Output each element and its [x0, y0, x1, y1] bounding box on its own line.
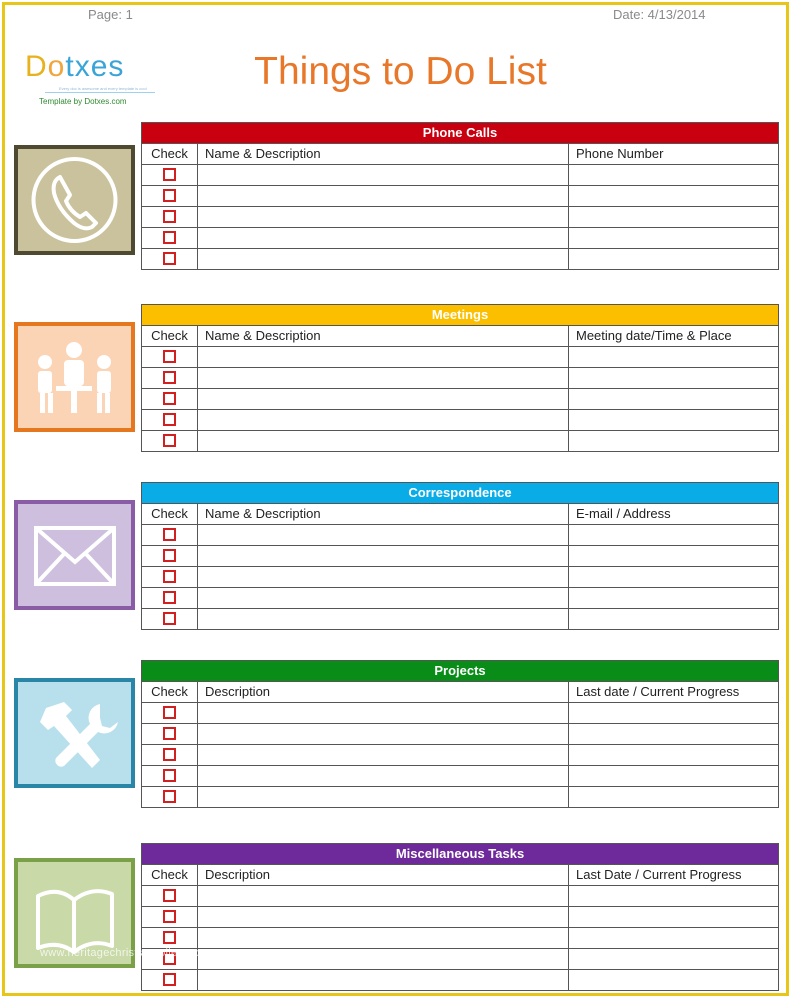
section-title: Correspondence: [142, 483, 778, 504]
detail-cell[interactable]: [569, 787, 778, 807]
table-row: [142, 949, 778, 970]
column-header-row: [142, 144, 778, 165]
checkbox[interactable]: [163, 910, 176, 923]
description-cell[interactable]: [198, 347, 569, 367]
detail-cell[interactable]: [569, 347, 778, 367]
table-row: [142, 724, 778, 745]
checkbox[interactable]: [163, 570, 176, 583]
table-row: [142, 766, 778, 787]
column-header-row: [142, 326, 778, 347]
table-row: [142, 703, 778, 724]
check-cell: [142, 787, 198, 807]
table-row: [142, 228, 778, 249]
description-cell[interactable]: [198, 165, 569, 185]
table-row: [142, 410, 778, 431]
detail-cell[interactable]: [569, 389, 778, 409]
section-title: Miscellaneous Tasks: [142, 844, 778, 865]
check-cell: [142, 249, 198, 269]
column-header: Check: [142, 865, 198, 885]
section-title: Projects: [142, 661, 778, 682]
phone-icon: [18, 149, 131, 251]
description-cell[interactable]: [198, 928, 569, 948]
table-row: [142, 567, 778, 588]
table-row: [142, 347, 778, 368]
table-row: [142, 207, 778, 228]
checkbox[interactable]: [163, 706, 176, 719]
table-row: [142, 907, 778, 928]
checkbox[interactable]: [163, 612, 176, 625]
detail-cell[interactable]: [569, 766, 778, 786]
detail-cell[interactable]: [569, 431, 778, 451]
table-row: [142, 886, 778, 907]
column-header: Check: [142, 144, 198, 164]
check-cell: [142, 766, 198, 786]
detail-cell[interactable]: [569, 609, 778, 629]
checkbox[interactable]: [163, 727, 176, 740]
description-cell[interactable]: [198, 703, 569, 723]
check-cell: [142, 410, 198, 430]
table-row: [142, 970, 778, 990]
check-cell: [142, 703, 198, 723]
column-header: Name & Description: [198, 326, 569, 346]
table-row: [142, 588, 778, 609]
checkbox[interactable]: [163, 413, 176, 426]
checkbox[interactable]: [163, 434, 176, 447]
column-header: Name & Description: [198, 504, 569, 524]
table-row: [142, 525, 778, 546]
checkbox[interactable]: [163, 392, 176, 405]
envelope-icon-box: [14, 500, 135, 610]
detail-cell[interactable]: [569, 970, 778, 990]
check-cell: [142, 724, 198, 744]
task-table: [141, 482, 779, 630]
table-row: [142, 928, 778, 949]
check-cell: [142, 228, 198, 248]
description-cell[interactable]: [198, 724, 569, 744]
check-cell: [142, 567, 198, 587]
checkbox[interactable]: [163, 549, 176, 562]
detail-cell[interactable]: [569, 907, 778, 927]
check-cell: [142, 525, 198, 545]
phone-icon-box: [14, 145, 135, 255]
description-cell[interactable]: [198, 907, 569, 927]
detail-cell[interactable]: [569, 949, 778, 969]
checkbox[interactable]: [163, 748, 176, 761]
checkbox[interactable]: [163, 528, 176, 541]
check-cell: [142, 165, 198, 185]
section-title: Phone Calls: [142, 123, 778, 144]
task-table: [141, 660, 779, 808]
meeting-icon: [18, 326, 131, 428]
check-cell: [142, 546, 198, 566]
checkbox[interactable]: [163, 889, 176, 902]
description-cell[interactable]: [198, 970, 569, 990]
column-header: Check: [142, 326, 198, 346]
checkbox[interactable]: [163, 252, 176, 265]
task-table: [141, 304, 779, 452]
table-row: [142, 249, 778, 269]
table-row: [142, 609, 778, 629]
checkbox[interactable]: [163, 790, 176, 803]
description-cell[interactable]: [198, 228, 569, 248]
description-cell[interactable]: [198, 249, 569, 269]
logo-subtitle: Template by Dotxes.com: [39, 97, 127, 106]
detail-cell[interactable]: [569, 546, 778, 566]
check-cell: [142, 389, 198, 409]
table-row: [142, 165, 778, 186]
table-row: [142, 186, 778, 207]
task-table: [141, 843, 779, 991]
description-cell[interactable]: [198, 567, 569, 587]
checkbox[interactable]: [163, 168, 176, 181]
column-header: Description: [198, 865, 569, 885]
description-cell[interactable]: [198, 368, 569, 388]
check-cell: [142, 886, 198, 906]
check-cell: [142, 907, 198, 927]
checkbox[interactable]: [163, 350, 176, 363]
detail-cell[interactable]: [569, 703, 778, 723]
detail-cell[interactable]: [569, 368, 778, 388]
detail-cell[interactable]: [569, 186, 778, 206]
column-header-row: [142, 682, 778, 703]
description-cell[interactable]: [198, 609, 569, 629]
description-cell[interactable]: [198, 546, 569, 566]
column-header: Check: [142, 504, 198, 524]
description-cell[interactable]: [198, 886, 569, 906]
checkbox[interactable]: [163, 769, 176, 782]
column-header-row: [142, 865, 778, 886]
column-header: Last date / Current Progress: [576, 684, 740, 699]
detail-cell[interactable]: [569, 745, 778, 765]
detail-cell[interactable]: [569, 249, 778, 269]
page-number: Page: 1: [88, 7, 133, 22]
page-title: Things to Do List: [254, 50, 547, 93]
table-row: [142, 368, 778, 389]
logo-tagline: Every doc is awesome and every template is cool: [59, 86, 147, 91]
description-cell[interactable]: [198, 389, 569, 409]
detail-cell[interactable]: [569, 228, 778, 248]
column-header: Check: [142, 682, 198, 702]
logo-wordmark: Dotxes: [25, 50, 125, 83]
checkbox[interactable]: [163, 210, 176, 223]
detail-cell[interactable]: [569, 410, 778, 430]
watermark-text: www.heritagechristiancollege.com: [40, 947, 216, 959]
column-header: E-mail / Address: [576, 506, 671, 521]
check-cell: [142, 431, 198, 451]
checkbox[interactable]: [163, 973, 176, 986]
description-cell[interactable]: [198, 588, 569, 608]
detail-cell[interactable]: [569, 567, 778, 587]
detail-cell[interactable]: [569, 886, 778, 906]
detail-cell[interactable]: [569, 525, 778, 545]
section-title: Meetings: [142, 305, 778, 326]
checkbox[interactable]: [163, 231, 176, 244]
task-table: [141, 122, 779, 270]
description-cell[interactable]: [198, 949, 569, 969]
description-cell[interactable]: [198, 745, 569, 765]
check-cell: [142, 609, 198, 629]
check-cell: [142, 970, 198, 990]
envelope-icon: [18, 504, 131, 606]
table-row: [142, 546, 778, 567]
check-cell: [142, 347, 198, 367]
description-cell[interactable]: [198, 525, 569, 545]
description-cell[interactable]: [198, 410, 569, 430]
tools-icon: [18, 682, 131, 784]
detail-cell[interactable]: [569, 724, 778, 744]
description-cell[interactable]: [198, 787, 569, 807]
check-cell: [142, 745, 198, 765]
description-cell[interactable]: [198, 186, 569, 206]
column-header: Description: [198, 682, 569, 702]
column-header-row: [142, 504, 778, 525]
column-header: Last Date / Current Progress: [576, 867, 742, 882]
detail-cell[interactable]: [569, 588, 778, 608]
tools-icon-box: [14, 678, 135, 788]
column-header: Name & Description: [198, 144, 569, 164]
checkbox[interactable]: [163, 189, 176, 202]
column-header: Meeting date/Time & Place: [576, 328, 732, 343]
check-cell: [142, 207, 198, 227]
table-row: [142, 389, 778, 410]
checkbox[interactable]: [163, 591, 176, 604]
table-row: [142, 787, 778, 807]
detail-cell[interactable]: [569, 928, 778, 948]
description-cell[interactable]: [198, 766, 569, 786]
detail-cell[interactable]: [569, 207, 778, 227]
table-row: [142, 431, 778, 451]
check-cell: [142, 368, 198, 388]
detail-cell[interactable]: [569, 165, 778, 185]
check-cell: [142, 186, 198, 206]
table-row: [142, 745, 778, 766]
meeting-icon-box: [14, 322, 135, 432]
checkbox[interactable]: [163, 371, 176, 384]
column-header: Phone Number: [576, 146, 664, 161]
page-date: Date: 4/13/2014: [613, 7, 706, 22]
description-cell[interactable]: [198, 207, 569, 227]
check-cell: [142, 928, 198, 948]
check-cell: [142, 588, 198, 608]
checkbox[interactable]: [163, 931, 176, 944]
description-cell[interactable]: [198, 431, 569, 451]
